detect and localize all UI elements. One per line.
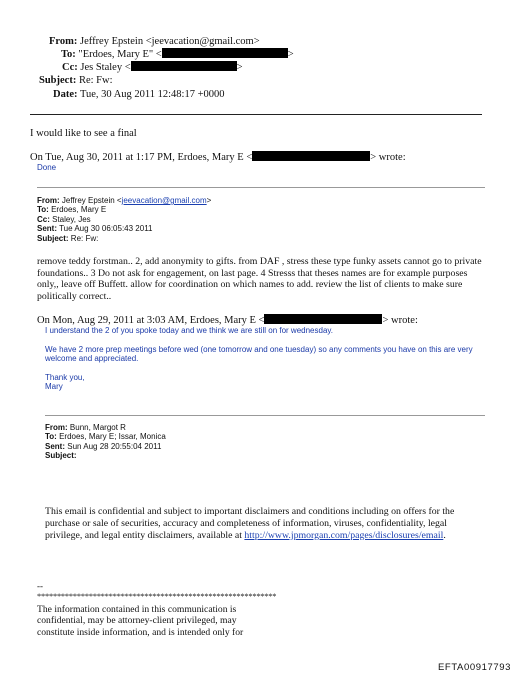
redaction-bar (162, 48, 288, 58)
quote1-intro: On Tue, Aug 30, 2011 at 1:17 PM, Erdoes, Mary E < > wrote: (30, 152, 406, 163)
quote2-intro: On Mon, Aug 29, 2011 at 3:03 AM, Erdoes, Mary E < > wrote: (37, 315, 418, 326)
header-date-line (53, 88, 225, 101)
mary-message (45, 326, 490, 392)
redaction-bar (131, 61, 237, 71)
mary-name: Mary (45, 382, 63, 392)
bates-number: EFTA00917793 (438, 662, 512, 673)
header-to-line: To: "Erdoes, Mary E" < > (61, 49, 294, 60)
redaction-bar (264, 314, 382, 324)
star-divider: ************************************************************ (37, 592, 277, 601)
mary-paragraph-1: I understand the 2 of you spoke today and we think we are still on for wednesday. (45, 326, 334, 335)
header-from-line (49, 35, 260, 48)
header-subject-line (39, 74, 113, 87)
disclaimer-paragraph: This email is confidential and subject to important disclaimers and conditions including on offers for the purchase or sale of securities, accuracy and completeness of information, viruses, confidentiality, legal privilege, and legal entity disclaimers, available at http://www.jpmorgan.com/pages/disclosures/email. (45, 506, 455, 541)
quote2-divider (45, 415, 485, 416)
body-line-final: I would like to see a final (30, 128, 137, 139)
forward1-header: From: Jeffrey Epstein <jeevacation@gmail.com> To: Erdoes, Mary E Cc: Staley, Jes Sent: Tue Aug 30 06:05:43 2011 Subject: Re: Fw: (37, 196, 212, 243)
disclosures-link[interactable]: http://www.jpmorgan.com/pages/disclosures/email (244, 529, 444, 541)
quote1-text: Done (37, 163, 57, 172)
subject-value: Re: Fw: (78, 75, 113, 86)
cc-value: Jes Staley < (80, 62, 131, 73)
date-label: Date: (53, 89, 78, 100)
mary-paragraph-2: We have 2 more prep meetings before wed (one tomorrow and one tuesday) so any comments you have on this are very welcome and appreciated. (45, 344, 473, 364)
to-value: "Erdoes, Mary E" < (78, 49, 162, 60)
date-value: Tue, 30 Aug 2011 12:48:17 +0000 (79, 89, 225, 100)
quote1-divider (37, 187, 485, 188)
subject-label: Subject: (39, 75, 77, 86)
forward2-header: From: Bunn, Margot R To: Erdoes, Mary E; Issar, Monica Sent: Sun Aug 28 20:55:04 2011 Subject: (45, 423, 166, 461)
signature-dashes: -- (37, 581, 43, 591)
instructions-paragraph: remove teddy forstman.. 2, add anonymity to gifts. from DAF , stress these type funky assets cannot go to private foundations.. 3 Do not ask for engagement, on last page. 4 Stresss that theses names are for example purposes only,, leave off Buffett. allow for coordination on which names to add. review the list of clients to make sure politically correct.. (37, 256, 482, 302)
cc-label: Cc: (62, 62, 78, 73)
email-link[interactable]: jeevacation@gmail.com (121, 196, 207, 205)
from-value: Jeffrey Epstein <jeevacation@gmail.com> (80, 36, 260, 47)
redaction-bar (252, 151, 370, 161)
footer-confidentiality: The information contained in this communication is confidential, may be attorney-client privileged, may constitute inside information, and is intended only for (37, 604, 244, 638)
header-divider (30, 114, 482, 115)
to-label: To: (61, 49, 76, 60)
mary-thanks: Thank you, (45, 372, 85, 382)
from-label: From: (49, 36, 78, 47)
header-cc-line: Cc: Jes Staley < > (62, 62, 243, 73)
